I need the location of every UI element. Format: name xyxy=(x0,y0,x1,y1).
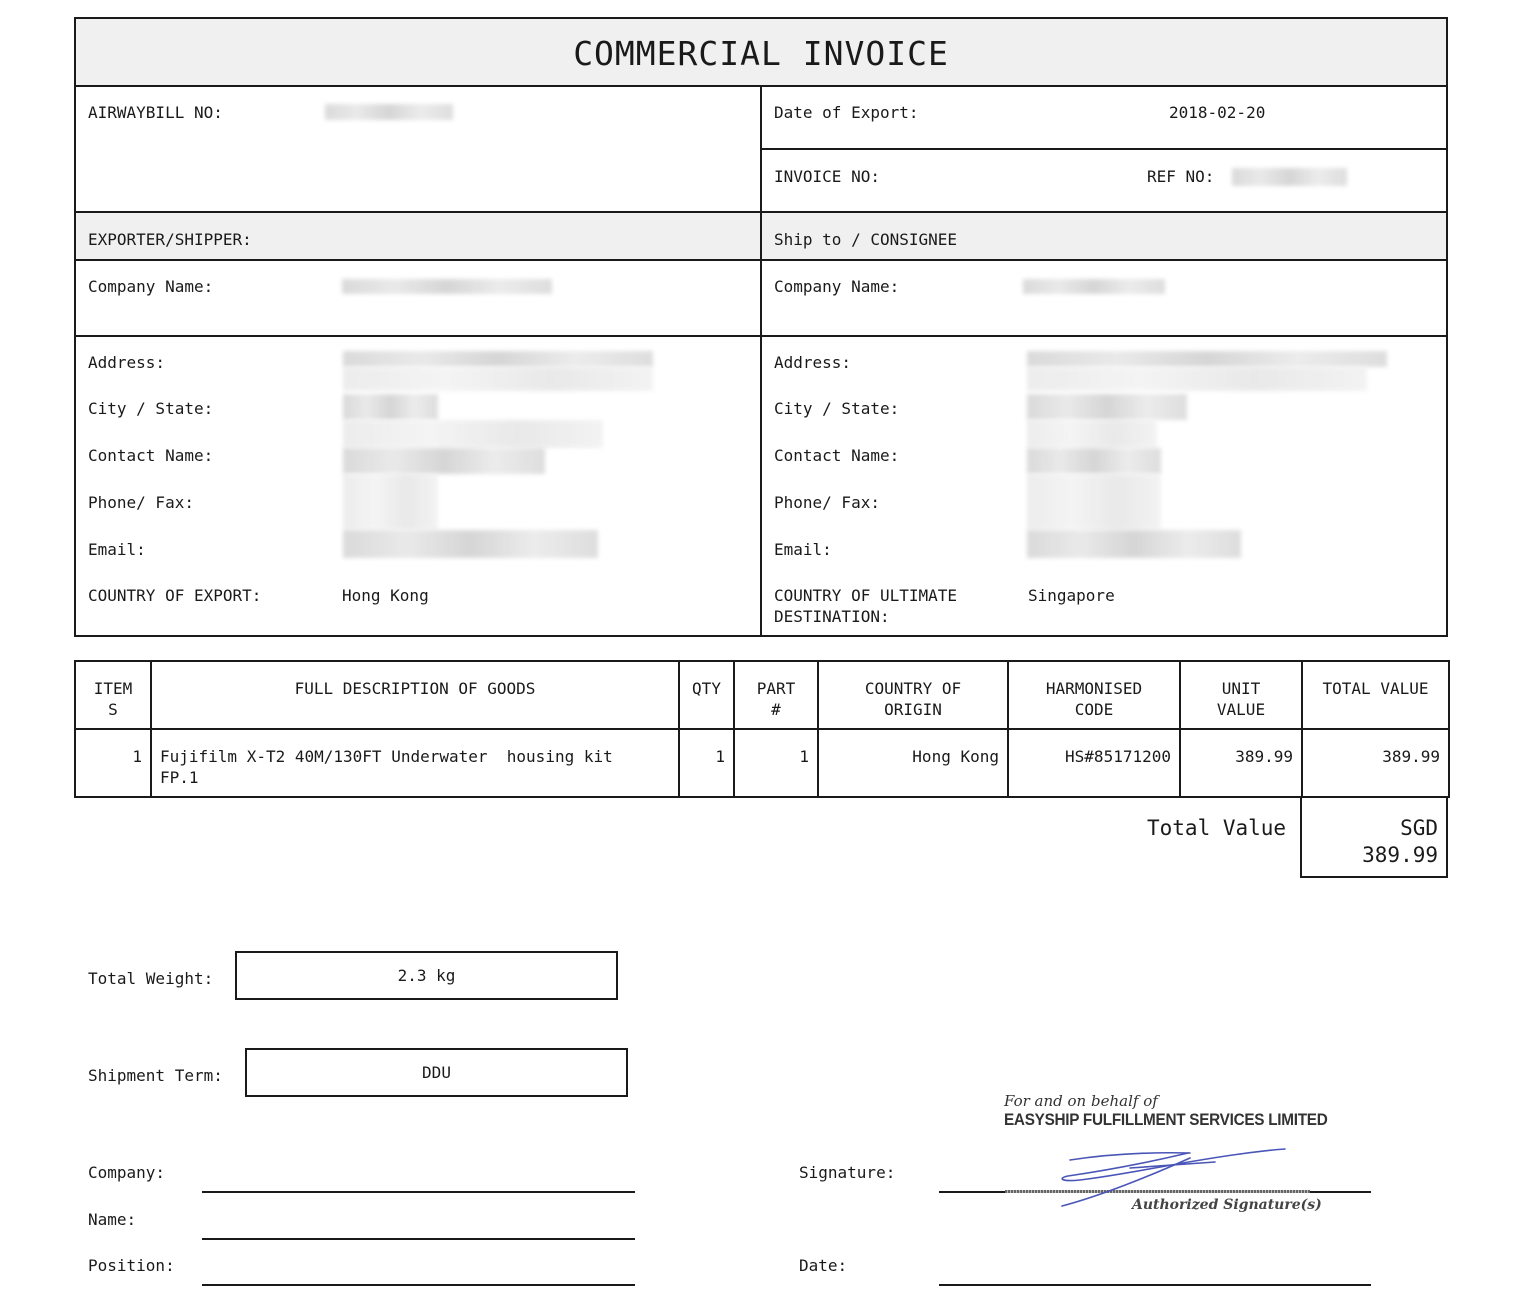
exporter-email-label: Email: xyxy=(88,540,146,559)
consignee-company-redacted xyxy=(1023,279,1165,294)
exporter-country-label: COUNTRY OF EXPORT: xyxy=(88,586,262,605)
col-part: PART # xyxy=(734,661,818,729)
signature-label: Signature: xyxy=(799,1163,896,1182)
exporter-contact-redacted-bg xyxy=(343,420,603,448)
exporter-city-redacted xyxy=(343,394,438,420)
company-line xyxy=(202,1191,635,1193)
cell-part: 1 xyxy=(734,729,818,797)
position-line xyxy=(202,1284,635,1286)
consignee-email-label: Email: xyxy=(774,540,832,559)
address-block-divider xyxy=(760,335,762,637)
ref-no-label: REF NO: xyxy=(1147,167,1215,186)
col-country-of-origin: COUNTRY OF ORIGIN xyxy=(818,661,1008,729)
shipment-term-label: Shipment Term: xyxy=(88,1066,223,1085)
ref-no-value-redacted xyxy=(1232,168,1347,186)
total-amount: 389.99 xyxy=(1362,843,1438,867)
exporter-address-redacted xyxy=(343,351,653,367)
col-description: FULL DESCRIPTION OF GOODS xyxy=(151,661,679,729)
stamp-line-2: EASYSHIP FULFILLMENT SERVICES LIMITED xyxy=(1004,1110,1328,1129)
exporter-company-label: Company Name: xyxy=(88,277,214,296)
consignee-phone-redacted xyxy=(1027,474,1161,530)
handwritten-signature-icon xyxy=(1040,1140,1300,1220)
cell-item: 1 xyxy=(75,729,151,797)
col-items: ITEM S xyxy=(75,661,151,729)
airwaybill-value-redacted xyxy=(325,104,453,120)
exporter-address-redacted-2 xyxy=(343,367,653,391)
goods-table xyxy=(74,660,1450,798)
name-line xyxy=(202,1238,635,1240)
consignee-contact-redacted xyxy=(1027,448,1161,474)
exporter-address-label: Address: xyxy=(88,353,166,372)
exporter-contact-redacted xyxy=(343,448,545,474)
consignee-company-label: Company Name: xyxy=(774,277,900,296)
cell-unit-value: 389.99 xyxy=(1180,729,1302,797)
stamp-authorized-label: Authorized Signature(s) xyxy=(1132,1197,1322,1213)
total-weight-field xyxy=(235,951,618,1000)
consignee-phone-label: Phone/ Fax: xyxy=(774,493,880,512)
airwaybill-label: AIRWAYBILL NO: xyxy=(88,103,223,122)
total-weight-value: 2.3 kg xyxy=(397,966,456,985)
date-of-export-label: Date of Export: xyxy=(774,103,919,122)
col-unit-value: UNIT VALUE xyxy=(1180,661,1302,729)
name-label: Name: xyxy=(88,1210,137,1229)
cell-harmonised-code: HS#85171200 xyxy=(1008,729,1180,797)
consignee-email-redacted xyxy=(1027,530,1241,558)
consignee-city-redacted xyxy=(1027,394,1187,420)
col-total-value: TOTAL VALUE xyxy=(1302,661,1449,729)
invoice-no-label: INVOICE NO: xyxy=(774,167,880,186)
party-header-divider xyxy=(760,211,762,261)
consignee-address-redacted-2 xyxy=(1027,367,1367,391)
position-label: Position: xyxy=(88,1256,175,1275)
exporter-contact-label: Contact Name: xyxy=(88,446,214,465)
shipment-term-value: DDU xyxy=(422,1063,451,1082)
date-of-export-value: 2018-02-20 xyxy=(1169,103,1266,122)
consignee-address-redacted xyxy=(1027,351,1387,367)
col-harmonised-code: HARMONISED CODE xyxy=(1008,661,1180,729)
consignee-city-label: City / State: xyxy=(774,399,900,418)
consignee-section-title: Ship to / CONSIGNEE xyxy=(774,230,958,249)
consignee-country-label-2: DESTINATION: xyxy=(774,607,890,626)
goods-header-row xyxy=(75,661,1449,729)
exporter-phone-label: Phone/ Fax: xyxy=(88,493,194,512)
consignee-address-label: Address: xyxy=(774,353,852,372)
stamp-line-1: For and on behalf of xyxy=(1004,1092,1158,1110)
total-value-label: Total Value xyxy=(1147,816,1287,840)
exporter-company-redacted xyxy=(342,279,552,294)
date-line xyxy=(939,1284,1371,1286)
date-invoice-divider xyxy=(760,148,1448,150)
cell-description: Fujifilm X-T2 40M/130FT Underwater housing kit FP.1 xyxy=(151,729,679,797)
date-label: Date: xyxy=(799,1256,848,1275)
page-title: COMMERCIAL INVOICE xyxy=(573,34,949,73)
cell-total-value: 389.99 xyxy=(1302,729,1449,797)
cell-qty: 1 xyxy=(679,729,734,797)
consignee-country-value: Singapore xyxy=(1028,586,1115,605)
shipment-term-field xyxy=(245,1048,628,1097)
exporter-section-title: EXPORTER/SHIPPER: xyxy=(88,230,252,249)
company-row-divider xyxy=(760,259,762,337)
cell-country-of-origin: Hong Kong xyxy=(818,729,1008,797)
col-qty: QTY xyxy=(679,661,734,729)
exporter-email-redacted xyxy=(343,530,598,558)
table-row xyxy=(75,729,1449,797)
exporter-city-label: City / State: xyxy=(88,399,214,418)
exporter-country-value: Hong Kong xyxy=(342,586,429,605)
consignee-contact-label: Contact Name: xyxy=(774,446,900,465)
consignee-contact-redacted-bg xyxy=(1027,420,1157,448)
total-currency: SGD xyxy=(1400,816,1438,840)
total-weight-label: Total Weight: xyxy=(88,969,214,988)
consignee-country-label-1: COUNTRY OF ULTIMATE xyxy=(774,586,958,605)
exporter-phone-redacted xyxy=(343,474,438,530)
company-label: Company: xyxy=(88,1163,166,1182)
